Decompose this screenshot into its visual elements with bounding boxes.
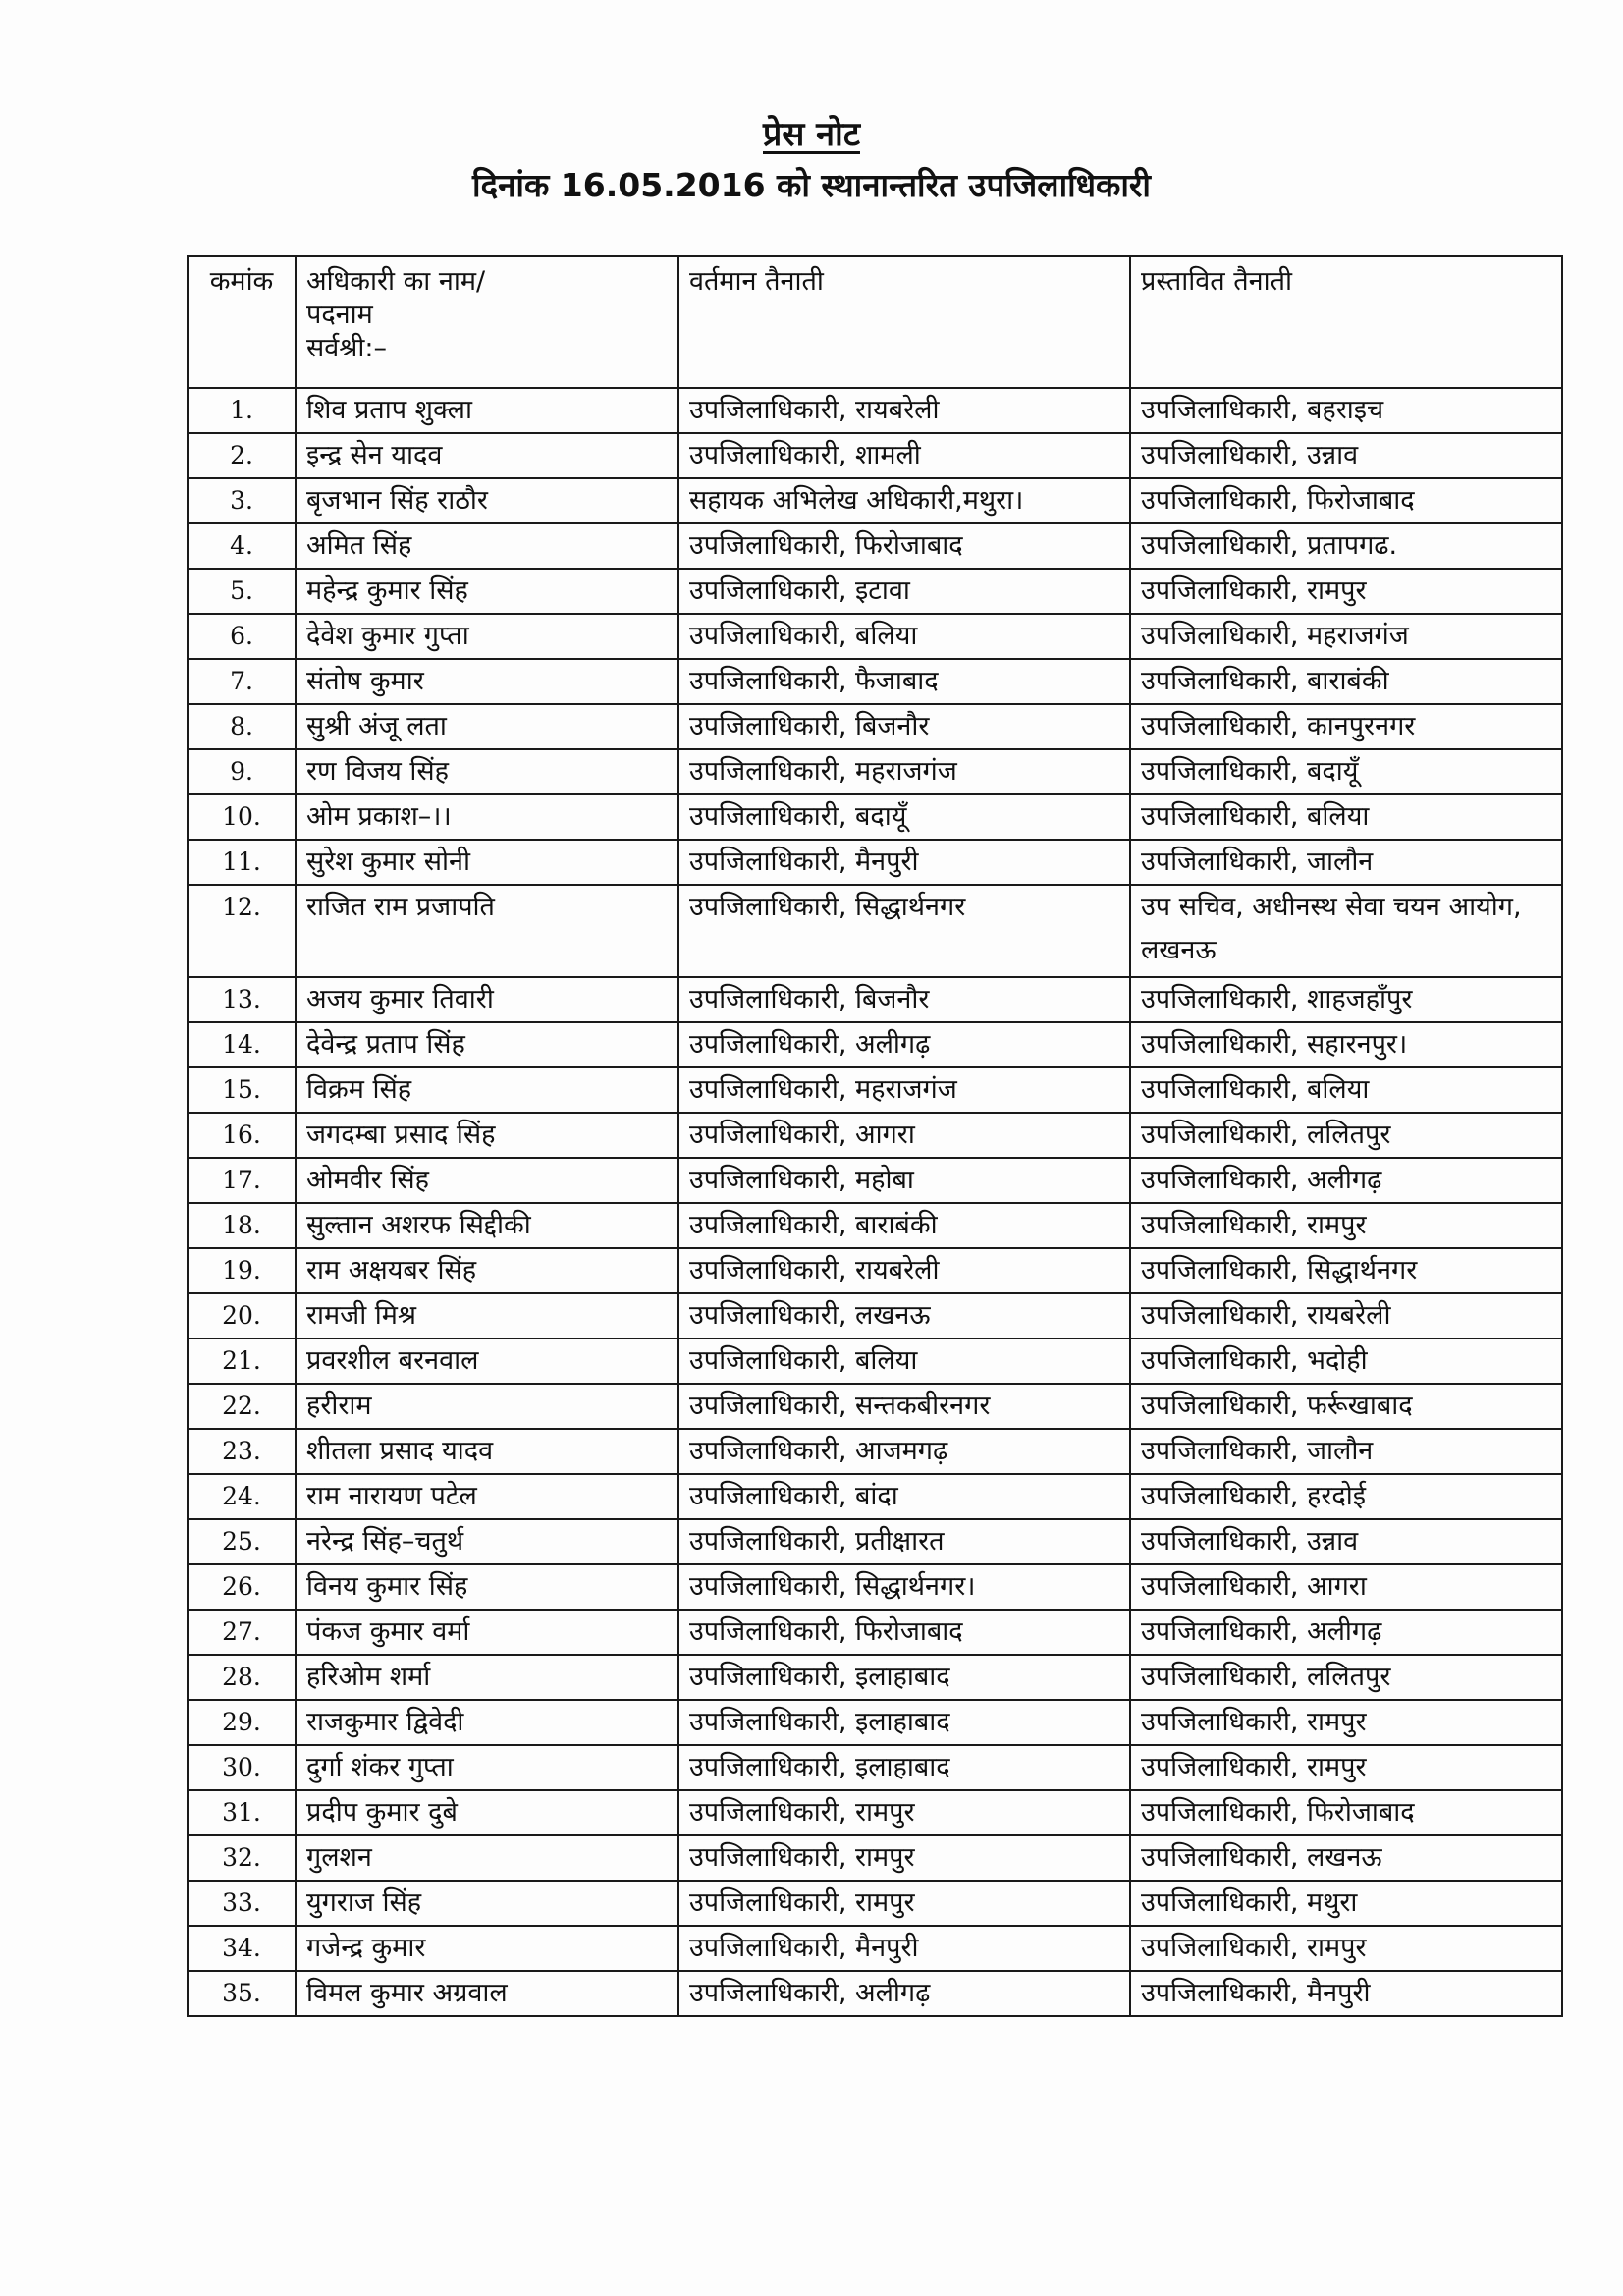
cell-current-posting: उपजिलाधिकारी, सन्तकबीरनगर [678, 1384, 1130, 1429]
page-title: प्रेस नोट [763, 115, 860, 154]
cell-proposed-posting: उपजिलाधिकारी, हरदोई [1130, 1474, 1562, 1519]
cell-proposed-posting: उपजिलाधिकारी, बलिया [1130, 1067, 1562, 1113]
cell-officer-name: विमल कुमार अग्रवाल [296, 1971, 678, 2016]
cell-proposed-posting: उपजिलाधिकारी, प्रतापगढ. [1130, 523, 1562, 569]
table-row [188, 704, 1562, 749]
cell-current-posting: उपजिलाधिकारी, शामली [678, 433, 1130, 478]
cell-serial-number: 32. [188, 1835, 296, 1881]
cell-serial-number: 30. [188, 1745, 296, 1790]
table-row [188, 1790, 1562, 1835]
cell-current-posting: उपजिलाधिकारी, इलाहाबाद [678, 1700, 1130, 1745]
cell-officer-name: राम अक्षयबर सिंह [296, 1248, 678, 1293]
table-row [188, 478, 1562, 523]
column-header-name-line3: सर्वश्री:– [306, 333, 387, 363]
cell-proposed-posting: उपजिलाधिकारी, रायबरेली [1130, 1293, 1562, 1339]
cell-officer-name: सुरेश कुमार सोनी [296, 840, 678, 885]
table-row [188, 1610, 1562, 1655]
cell-proposed-posting: उपजिलाधिकारी, कानपुरनगर [1130, 704, 1562, 749]
cell-serial-number: 22. [188, 1384, 296, 1429]
cell-proposed-posting: उपजिलाधिकारी, ललितपुर [1130, 1113, 1562, 1158]
cell-serial-number: 21. [188, 1339, 296, 1384]
cell-serial-number: 8. [188, 704, 296, 749]
cell-officer-name: अजय कुमार तिवारी [296, 977, 678, 1022]
cell-proposed-posting: उपजिलाधिकारी, ललितपुर [1130, 1655, 1562, 1700]
table-row [188, 1293, 1562, 1339]
cell-proposed-posting: उपजिलाधिकारी, रामपुर [1130, 569, 1562, 614]
cell-serial-number: 5. [188, 569, 296, 614]
table-row [188, 885, 1562, 977]
table-header-row [188, 256, 1562, 388]
cell-proposed-posting: उपजिलाधिकारी, मथुरा [1130, 1881, 1562, 1926]
cell-current-posting: उपजिलाधिकारी, रायबरेली [678, 388, 1130, 433]
cell-serial-number: 9. [188, 749, 296, 794]
table-row [188, 1881, 1562, 1926]
cell-proposed-posting: उपजिलाधिकारी, अलीगढ़ [1130, 1158, 1562, 1203]
cell-proposed-posting: उपजिलाधिकारी, मैनपुरी [1130, 1971, 1562, 2016]
cell-proposed-posting: उपजिलाधिकारी, फर्रूखाबाद [1130, 1384, 1562, 1429]
table-row [188, 1655, 1562, 1700]
cell-proposed-posting: उपजिलाधिकारी, सहारनपुर। [1130, 1022, 1562, 1067]
cell-officer-name: संतोष कुमार [296, 659, 678, 704]
cell-officer-name: शीतला प्रसाद यादव [296, 1429, 678, 1474]
cell-current-posting: उपजिलाधिकारी, मैनपुरी [678, 840, 1130, 885]
page-subtitle: दिनांक 16.05.2016 को स्थानान्तरित उपजिलाधिकारी [472, 166, 1151, 204]
cell-serial-number: 13. [188, 977, 296, 1022]
cell-proposed-posting: उपजिलाधिकारी, बाराबंकी [1130, 659, 1562, 704]
cell-serial-number: 20. [188, 1293, 296, 1339]
cell-proposed-posting: उपजिलाधिकारी, महराजगंज [1130, 614, 1562, 659]
cell-officer-name: जगदम्बा प्रसाद सिंह [296, 1113, 678, 1158]
table-row [188, 1474, 1562, 1519]
cell-current-posting: उपजिलाधिकारी, रामपुर [678, 1835, 1130, 1881]
table-row [188, 1022, 1562, 1067]
cell-officer-name: राम नारायण पटेल [296, 1474, 678, 1519]
cell-proposed-posting: उपजिलाधिकारी, बदायूँ [1130, 749, 1562, 794]
cell-proposed-posting: उपजिलाधिकारी, शाहजहाँपुर [1130, 977, 1562, 1022]
cell-officer-name: महेन्द्र कुमार सिंह [296, 569, 678, 614]
table-row [188, 614, 1562, 659]
cell-current-posting: उपजिलाधिकारी, फिरोजाबाद [678, 523, 1130, 569]
cell-serial-number: 35. [188, 1971, 296, 2016]
table-header [188, 256, 1562, 388]
cell-serial-number: 4. [188, 523, 296, 569]
cell-serial-number: 10. [188, 794, 296, 840]
cell-officer-name: प्रदीप कुमार दुबे [296, 1790, 678, 1835]
cell-current-posting: उपजिलाधिकारी, इलाहाबाद [678, 1655, 1130, 1700]
cell-officer-name: नरेन्द्र सिंह–चतुर्थ [296, 1519, 678, 1564]
cell-serial-number: 2. [188, 433, 296, 478]
cell-current-posting: उपजिलाधिकारी, बिजनौर [678, 704, 1130, 749]
cell-serial-number: 18. [188, 1203, 296, 1248]
cell-current-posting: उपजिलाधिकारी, अलीगढ़ [678, 1971, 1130, 2016]
cell-serial-number: 12. [188, 885, 296, 977]
table-row [188, 1700, 1562, 1745]
cell-current-posting: उपजिलाधिकारी, महराजगंज [678, 749, 1130, 794]
cell-serial-number: 26. [188, 1564, 296, 1610]
cell-proposed-posting: उपजिलाधिकारी, सिद्धार्थनगर [1130, 1248, 1562, 1293]
cell-proposed-posting: उपजिलाधिकारी, लखनऊ [1130, 1835, 1562, 1881]
cell-officer-name: राजकुमार द्विवेदी [296, 1700, 678, 1745]
cell-serial-number: 3. [188, 478, 296, 523]
cell-serial-number: 6. [188, 614, 296, 659]
cell-proposed-posting: उपजिलाधिकारी, फिरोजाबाद [1130, 1790, 1562, 1835]
cell-current-posting: उपजिलाधिकारी, फैजाबाद [678, 659, 1130, 704]
cell-serial-number: 16. [188, 1113, 296, 1158]
table-row [188, 433, 1562, 478]
cell-proposed-posting: उपजिलाधिकारी, अलीगढ़ [1130, 1610, 1562, 1655]
cell-current-posting: उपजिलाधिकारी, बदायूँ [678, 794, 1130, 840]
cell-current-posting: उपजिलाधिकारी, बलिया [678, 1339, 1130, 1384]
table-row [188, 1519, 1562, 1564]
cell-current-posting: उपजिलाधिकारी, बिजनौर [678, 977, 1130, 1022]
table-row [188, 977, 1562, 1022]
cell-proposed-posting: उपजिलाधिकारी, बहराइच [1130, 388, 1562, 433]
table-row [188, 1339, 1562, 1384]
column-header-serial: कमांक [188, 256, 296, 388]
cell-proposed-posting: उपजिलाधिकारी, रामपुर [1130, 1745, 1562, 1790]
column-header-name-line1: अधिकारी का नाम/ [306, 266, 486, 297]
cell-current-posting: उपजिलाधिकारी, अलीगढ़ [678, 1022, 1130, 1067]
cell-current-posting: उपजिलाधिकारी, प्रतीक्षारत [678, 1519, 1130, 1564]
cell-current-posting: उपजिलाधिकारी, रामपुर [678, 1790, 1130, 1835]
cell-officer-name: सुश्री अंजू लता [296, 704, 678, 749]
cell-serial-number: 31. [188, 1790, 296, 1835]
cell-current-posting: सहायक अभिलेख अधिकारी,मथुरा। [678, 478, 1130, 523]
table-row [188, 1564, 1562, 1610]
cell-current-posting: उपजिलाधिकारी, फिरोजाबाद [678, 1610, 1130, 1655]
cell-serial-number: 27. [188, 1610, 296, 1655]
table-row [188, 1113, 1562, 1158]
cell-officer-name: गजेन्द्र कुमार [296, 1926, 678, 1971]
cell-serial-number: 14. [188, 1022, 296, 1067]
cell-current-posting: उपजिलाधिकारी, इलाहाबाद [678, 1745, 1130, 1790]
cell-officer-name: दुर्गा शंकर गुप्ता [296, 1745, 678, 1790]
cell-serial-number: 1. [188, 388, 296, 433]
cell-serial-number: 17. [188, 1158, 296, 1203]
cell-current-posting: उपजिलाधिकारी, महोबा [678, 1158, 1130, 1203]
cell-officer-name: बृजभान सिंह राठौर [296, 478, 678, 523]
table-row [188, 1971, 1562, 2016]
cell-proposed-posting: उपजिलाधिकारी, फिरोजाबाद [1130, 478, 1562, 523]
cell-current-posting: उपजिलाधिकारी, सिद्धार्थनगर [678, 885, 1130, 977]
table-row [188, 1248, 1562, 1293]
cell-officer-name: ओम प्रकाश–।। [296, 794, 678, 840]
cell-serial-number: 19. [188, 1248, 296, 1293]
cell-officer-name: गुलशन [296, 1835, 678, 1881]
cell-officer-name: राजित राम प्रजापति [296, 885, 678, 977]
cell-officer-name: अमित सिंह [296, 523, 678, 569]
table-body [188, 388, 1562, 2016]
cell-proposed-posting: उपजिलाधिकारी, बलिया [1130, 794, 1562, 840]
table-row [188, 1067, 1562, 1113]
cell-officer-name: युगराज सिंह [296, 1881, 678, 1926]
cell-serial-number: 15. [188, 1067, 296, 1113]
column-header-proposed-posting: प्रस्तावित तैनाती [1130, 256, 1562, 388]
cell-serial-number: 11. [188, 840, 296, 885]
table-row [188, 840, 1562, 885]
cell-serial-number: 23. [188, 1429, 296, 1474]
cell-officer-name: प्रवरशील बरनवाल [296, 1339, 678, 1384]
table-row [188, 1158, 1562, 1203]
cell-officer-name: रामजी मिश्र [296, 1293, 678, 1339]
column-header-name [296, 256, 678, 388]
table-row [188, 1203, 1562, 1248]
cell-current-posting: उपजिलाधिकारी, आगरा [678, 1113, 1130, 1158]
cell-proposed-posting: उपजिलाधिकारी, उन्नाव [1130, 1519, 1562, 1564]
table-row [188, 1384, 1562, 1429]
cell-serial-number: 28. [188, 1655, 296, 1700]
cell-current-posting: उपजिलाधिकारी, महराजगंज [678, 1067, 1130, 1113]
cell-officer-name: ओमवीर सिंह [296, 1158, 678, 1203]
cell-officer-name: पंकज कुमार वर्मा [296, 1610, 678, 1655]
cell-proposed-posting: उपजिलाधिकारी, रामपुर [1130, 1203, 1562, 1248]
cell-proposed-posting: उप सचिव, अधीनस्थ सेवा चयन आयोग, लखनऊ [1130, 885, 1562, 977]
cell-serial-number: 25. [188, 1519, 296, 1564]
cell-officer-name: इन्द्र सेन यादव [296, 433, 678, 478]
cell-current-posting: उपजिलाधिकारी, रामपुर [678, 1881, 1130, 1926]
cell-current-posting: उपजिलाधिकारी, लखनऊ [678, 1293, 1130, 1339]
cell-officer-name: विनय कुमार सिंह [296, 1564, 678, 1610]
column-header-name-line2: पदनाम [306, 300, 373, 330]
table-row [188, 659, 1562, 704]
table-row [188, 1745, 1562, 1790]
column-header-current-posting: वर्तमान तैनाती [678, 256, 1130, 388]
cell-current-posting: उपजिलाधिकारी, सिद्धार्थनगर। [678, 1564, 1130, 1610]
cell-serial-number: 24. [188, 1474, 296, 1519]
cell-officer-name: हरीराम [296, 1384, 678, 1429]
table-row [188, 523, 1562, 569]
cell-serial-number: 34. [188, 1926, 296, 1971]
cell-proposed-posting: उपजिलाधिकारी, जालौन [1130, 1429, 1562, 1474]
cell-current-posting: उपजिलाधिकारी, बाराबंकी [678, 1203, 1130, 1248]
cell-proposed-posting: उपजिलाधिकारी, आगरा [1130, 1564, 1562, 1610]
cell-serial-number: 7. [188, 659, 296, 704]
table-row [188, 1835, 1562, 1881]
cell-proposed-posting: उपजिलाधिकारी, रामपुर [1130, 1926, 1562, 1971]
cell-proposed-posting: उपजिलाधिकारी, रामपुर [1130, 1700, 1562, 1745]
cell-proposed-posting: उपजिलाधिकारी, उन्नाव [1130, 433, 1562, 478]
transfer-table [187, 255, 1563, 2017]
table-row [188, 749, 1562, 794]
cell-current-posting: उपजिलाधिकारी, मैनपुरी [678, 1926, 1130, 1971]
table-row [188, 1429, 1562, 1474]
cell-officer-name: रण विजय सिंह [296, 749, 678, 794]
table-row [188, 388, 1562, 433]
cell-proposed-posting: उपजिलाधिकारी, जालौन [1130, 840, 1562, 885]
table-row [188, 794, 1562, 840]
cell-officer-name: विक्रम सिंह [296, 1067, 678, 1113]
cell-current-posting: उपजिलाधिकारी, इटावा [678, 569, 1130, 614]
cell-officer-name: देवेन्द्र प्रताप सिंह [296, 1022, 678, 1067]
cell-current-posting: उपजिलाधिकारी, रायबरेली [678, 1248, 1130, 1293]
cell-proposed-posting: उपजिलाधिकारी, भदोही [1130, 1339, 1562, 1384]
cell-serial-number: 33. [188, 1881, 296, 1926]
cell-current-posting: उपजिलाधिकारी, बलिया [678, 614, 1130, 659]
table-row [188, 1926, 1562, 1971]
cell-officer-name: हरिओम शर्मा [296, 1655, 678, 1700]
cell-officer-name: शिव प्रताप शुक्ला [296, 388, 678, 433]
cell-current-posting: उपजिलाधिकारी, बांदा [678, 1474, 1130, 1519]
cell-officer-name: सुल्तान अशरफ सिद्दीकी [296, 1203, 678, 1248]
cell-serial-number: 29. [188, 1700, 296, 1745]
cell-officer-name: देवेश कुमार गुप्ता [296, 614, 678, 659]
table-row [188, 569, 1562, 614]
cell-current-posting: उपजिलाधिकारी, आजमगढ़ [678, 1429, 1130, 1474]
